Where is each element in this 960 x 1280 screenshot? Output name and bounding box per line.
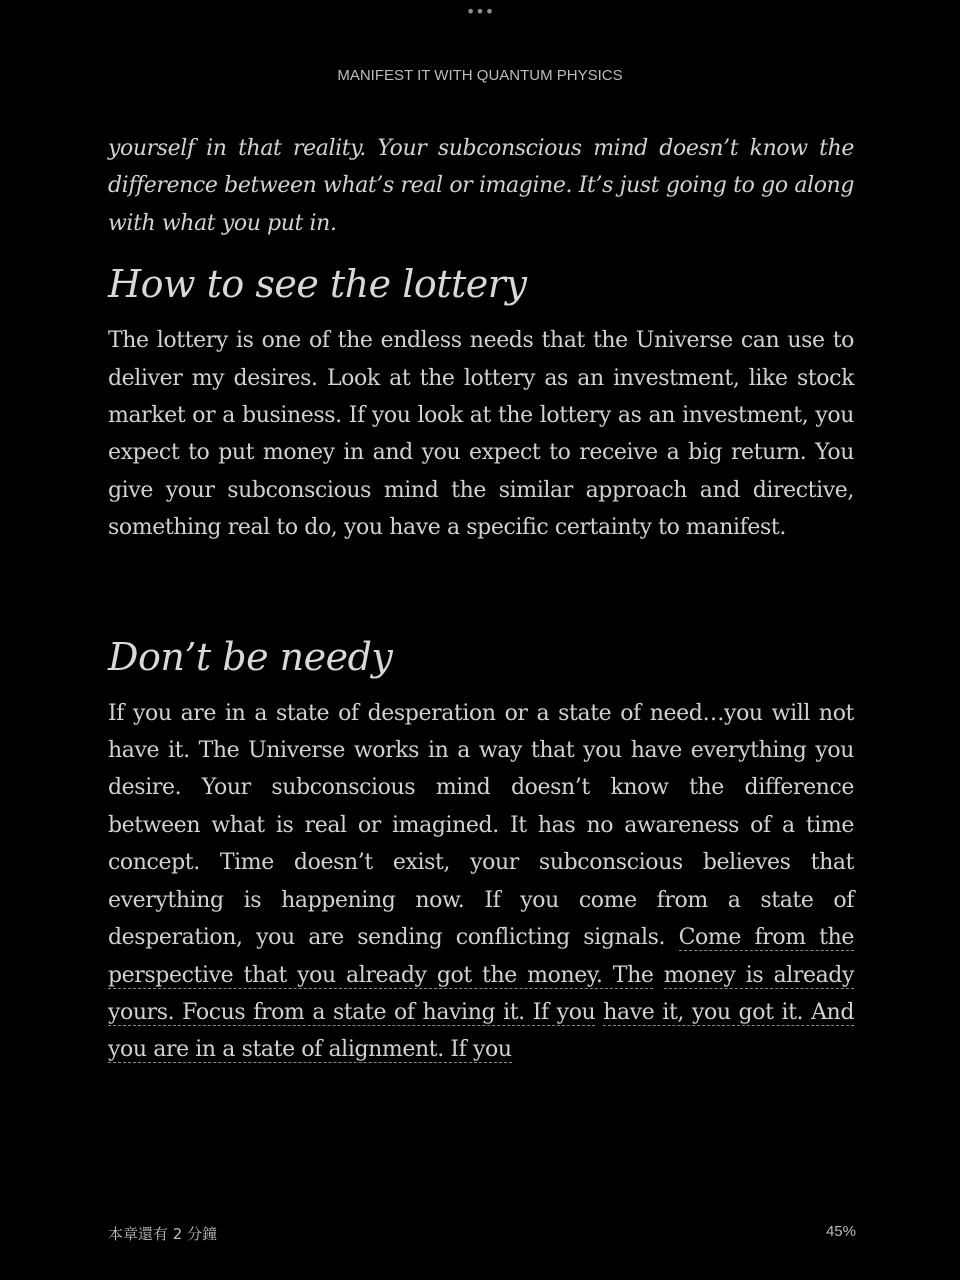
chapter-time-remaining: 本章還有 2 分鐘	[108, 1225, 218, 1243]
reading-progress: 45%	[825, 1223, 856, 1240]
book-title: MANIFEST IT WITH QUANTUM PHYSICS	[337, 67, 623, 84]
section-paragraph-needy	[108, 695, 854, 1069]
section-paragraph-lottery: The lottery is one of the endless needs that the Universe can use to deliver my desires. Look at the lottery as an investment, like stock market or a business. If you look at the lottery as an investment, you expect to put money in and you expect to receive a big return. You give your subconscious mind the similar approach and directive, something real to do, you have a specific certainty to manifest.	[108, 328, 854, 541]
reading-content	[108, 130, 854, 1069]
section-heading-needy: Don’t be needy	[108, 634, 393, 679]
highlighted-text[interactable]: Come from the perspective that you already got the money. The	[108, 925, 854, 988]
highlighted-text[interactable]: have it, you got it. And you are in a state of alignment. If you	[108, 999, 855, 1063]
section-heading-lottery: How to see the lottery	[108, 262, 527, 307]
ellipsis-icon[interactable]: •••	[465, 2, 495, 21]
intro-paragraph: yourself in that reality. Your subconscious mind doesn’t know the difference between what’s real or imagine. It’s just going to go along with what you put in.	[108, 136, 854, 236]
highlighted-text[interactable]: money is already yours. Focus from a state of having it. If you	[108, 962, 855, 1025]
paragraph-text: If you are in a state of desperation or a state of need…you will not have it. The Universe works in a way that you have everything you desire. Your subconscious mind doesn’t know the difference between what is real or imagined. It has no awareness of a time concept. Time doesn’t exist, your subconscious believes that everything is happening now. If you come from a state of desperation, you are sending conflicting signals.	[108, 700, 854, 951]
